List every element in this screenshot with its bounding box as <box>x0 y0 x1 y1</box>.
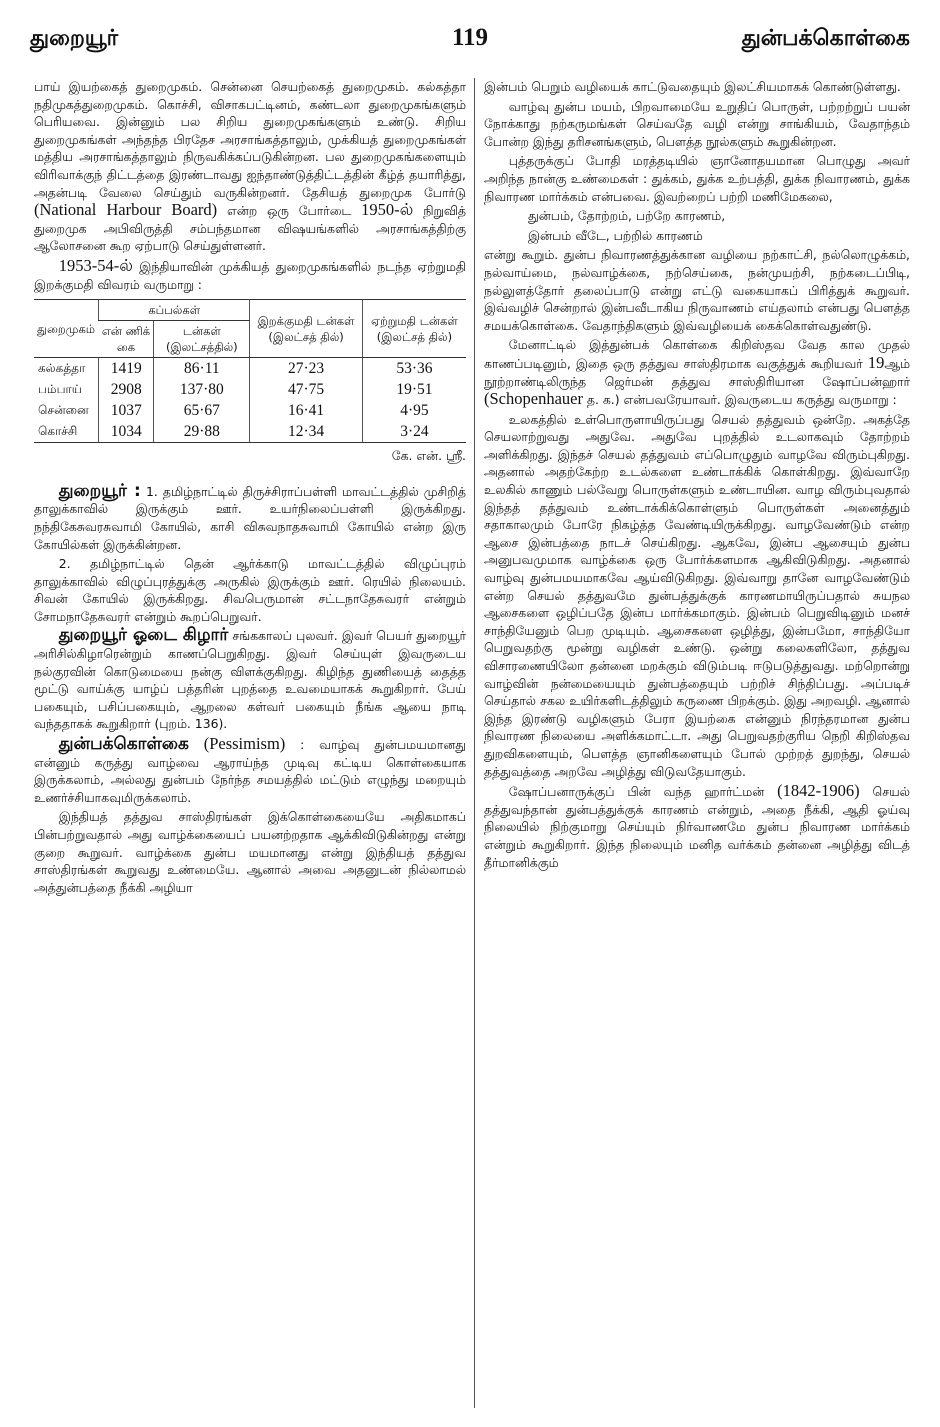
entry-heading: துறையூர் : <box>58 480 141 501</box>
table-row <box>34 379 466 400</box>
col-header-number: என் ணிக் கை <box>99 321 154 358</box>
table-row <box>34 421 466 443</box>
cell-tons: 86·11 <box>154 358 250 380</box>
cell-export: 53·36 <box>362 358 466 380</box>
right-column <box>484 78 910 873</box>
col-header-port: துறைமுகம் <box>34 300 99 358</box>
harbour-year: 1950-ல் <box>361 200 414 220</box>
r5-text-a: மேனாட்டில் இத்துன்பக் கொள்கை கிறிஸ்தவ வேத கால முதல் காணப்படினும், இதை ஒரு தத்துவ சாஸ்திரமாக வகுத்துக் கூறியவர் <box>484 337 910 371</box>
schopenhauer-english: (Schopenhauer <box>484 389 583 409</box>
left-column <box>34 78 466 898</box>
right-paragraph-3: புத்தருக்குப் போதி மரத்தடியில் ஞானோதயமான பொழுது அவர் அறிந்த நான்கு உண்மைகள் : துக்கம், துக்க உற்பத்தி, துக்க நிவாரணம், துக்க நிவாரண மார்க்கம் என்பவை. இவற்றைப் பற்றி மணிமேகலை, <box>484 153 910 204</box>
harbour-text-b: என்ற ஒரு போர்டை <box>227 203 352 219</box>
header-right-word: துன்பக்கொள்கை <box>741 26 910 51</box>
entry-text: : வாழ்வு துன்பமயமானது என்னும் கருத்து வாழ்வை ஆராய்ந்த முடிவு கட்டிய கொள்கையாக இருக்கலாம், அல்லது துன்பம் நேர்ந்த சமயத்தில் மட்டும் எழுந்து மறையும் உணர்ச்சியாகவுமிருக்கலாம். <box>34 737 466 805</box>
cell-port: பம்பாய் <box>38 382 83 397</box>
stats-intro-text: இந்தியாவின் முக்கியத் துறைமுகங்களில் நடந்த ஏற்றுமதி இறக்குமதி விவரம் வருமாறு : <box>34 258 466 292</box>
cell-port: சென்னை <box>38 403 89 418</box>
col-header-ships: கப்பல்கள் <box>99 300 250 321</box>
hartmann-years: (1842-1906) <box>777 781 860 801</box>
entry-pessimism <box>34 735 466 806</box>
cell-import: 12·34 <box>250 421 362 443</box>
harbour-text-a: பாய் இயற்கைத் துறைமுகம். சென்னை செயற்கைத் துறைமுகம். கல்கத்தா நதிமுகத்துறைமுகம். கொச்சி, விசாகபட்டினம், கண்டலா துறைமுகங்களும் பெரியவை. இன்னும் பல சிறிய துறைமுகங்களும் உண்டு. சிறிய துறைமுகங்கள் அந்தந்த பிரதேச அரசாங்கத்தாலும், முக்கியத் துறைமுகங்கள் மத்திய அரசாங்கத்தாலும் நிருவகிக்கப்படுகின்றன. பல துறைமுகங்களையும் விரிவாக்குந் திட்டத்தை இரண்டாவது ஐந்தாண்டுத்திட்டத்தின் கீழ்த் தயாரித்து, அதன்படி வேலை செய்தும் வருகின்றனர். தேசியத் துறைமுக போர்டு <box>34 79 466 200</box>
right-paragraph-6: உலகத்தில் உள்பொருளாயிருப்பது செயல் தத்துவம் ஒன்றே. அகத்தே செயலாற்றுவது அதுவே. அதுவே புறத்தில் உடலாகவும் தோற்றம் அளிக்கிறது. இந்தச் செயல் தத்துவம் எப்பொழுதும் வாழவே விரும்புகிறது. அதனால் அதற்கேற்ற உடல்களை உண்டாக்கிக் கொள்கிறது. இவ்வாறே உலகில் காணும் பல்வேறு பொருள்களும் உண்டாயின. வாழ விரும்புவதால் இந்தத் தத்துவம் உண்டாக்கிக்கொள்ளும் பொருள்கள் அனைத்தும் சதாகாலமும் போரே நிகழ்த்த வேண்டியிருக்கிறது. வாழவேண்டும் என்ற ஆசை இன்பத்தை நாடச் செய்கிறது. ஆகவே, இன்ப ஆசையும் துன்ப அனுபவமுமாக வாழ்க்கை ஒரு போர்க்களமாக ஆகிவிடுகிறது. அதனால் வாழ்வு துன்பமயமாகவே ஆய்விடுகிறது. இவ்வாறு தானே வாழவேண்டும் என்ற செயல் தத்துவமே துன்பத்துக்குக் காரணமாயிருப்பதால் சுயநல ஆசைகளை ஒழிப்பதே இன்ப மார்க்கமாகும். இன்பம் பெறுவிடினும் மனச் சாந்தியேனும் பெற முடியும். ஆசைகளை ஒழித்து, இன்பமோ, சாந்தியோ பெறுவதற்கு மூன்று வழிகள் உண்டு. ஒன்று கலைகளிலோ, தத்துவ விசாரணையிலோ தன்னை மறக்கும் விடும்படி ஈடுபடுத்துவது. மற்றொன்று வாழ்வின் நன்மையையும் துன்பத்தையும் பற்றிச் சிந்திப்பது. அப்படிச் செய்தால் சகல உயிர்களிடத்திலும் கருணை பிறக்கும். இது அறவழி. ஆனால் இந்த இரண்டு வழிகளும் பேரா இயற்கை என்னும் நிரந்தரமான துன்ப நிவாரண நிலையை அளிக்கமாட்டா. அது பெறுவதற்குரிய நெறி கிறிஸ்தவ துறவிகளையும், பௌத்த ஞானிகளையும் போல் முற்றத் துறந்து, செயல் தத்துவத்தை அறவே அழித்து விடுவதேயாகும். <box>484 411 910 779</box>
cell-import: 47·75 <box>250 379 362 400</box>
entry-thuraiyur <box>34 480 466 553</box>
pessimism-english: (Pessimism) <box>203 734 286 754</box>
harbour-paragraph <box>34 78 466 255</box>
r7-text-a: ஷோப்பனாருக்குப் பின் வந்த ஹார்ட்மன் <box>508 784 765 800</box>
page-header <box>30 26 910 62</box>
r7-text-b: செயல் தத்துவந்தான் துன்பத்துக்குக் காரணம் என்றும், அதை நீக்கி, ஆதி ஓய்வு நிலையில் நிற்குமாறு செய்யும் நிர்வாணமே துன்ப நிவாரண மார்க்கம் என்றும் கூறுகிறார். இந்த நிலையும் மனித வர்க்கம் தன்னை அழித்து விடத் தீர்மானிக்கும் <box>484 784 910 870</box>
harbour-text-c: நிறுவித் துறைமுக அபிவிருத்தி சம்பந்தமான விஷயங்களில் அரசாங்கத்திற்கு ஆலோசனை கூற ஏற்பாடு செய்துள்ளனர். <box>34 203 466 254</box>
century-number: 19 <box>867 352 885 372</box>
entry-heading: துறையூர் ஓடை கிழார் <box>58 625 229 646</box>
cell-import: 27·23 <box>250 358 362 380</box>
cell-number: 1037 <box>99 400 154 421</box>
cell-tons: 65·67 <box>154 400 250 421</box>
cell-export: 19·51 <box>362 379 466 400</box>
cell-import: 16·41 <box>250 400 362 421</box>
cell-tons: 137·80 <box>154 379 250 400</box>
col-header-export: ஏற்றுமதி டன்கள் (இலட்சத் தில்) <box>362 300 466 358</box>
right-paragraph-2: வாழ்வு துன்ப மயம், பிறவாமையே உறுதிப் பொருள், பற்றற்றுப் பயன் நோக்காது நற்கருமங்கள் செய்வதே வழி என்று சாங்கியம், வேதாந்தம் போன்ற இந்து தரிசனங்களும், பௌத்த நூல்களும் கூறுகின்றன. <box>484 98 910 149</box>
manimekalai-verse-line-1: துன்பம், தோற்றம், பற்றே காரணம், <box>528 208 726 224</box>
r5-text-c: த. க.) என்பவரேயாவர். இவருடைய கருத்து வருமாறு : <box>586 392 897 408</box>
author-initials: கே. என். ஸ்ரீ. <box>391 448 466 464</box>
stats-intro <box>34 257 466 293</box>
stats-year: 1953-54-ல் <box>58 255 133 275</box>
cell-tons: 29·88 <box>154 421 250 443</box>
table-row <box>34 358 466 380</box>
right-paragraph-4: என்று கூறும். துன்ப நிவாரணத்துக்கான வழியை நற்காட்சி, நல்லொழுக்கம், நல்வாய்மை, நல்வாழ்க்கை, நற்செய்கை, நன்முயற்சி, நற்கடைப்பிடி, நல்லுளத்தோர் தலைப்பாடு என்று எட்டு வகையாகப் பிரித்துக் கூறுவர். இவ்வழிச் சென்றால் இன்பவீடாகிய நிருவாணம் எய்தலாம் என்பது பௌத்த சமயக்கொள்கை. வேதாந்திகளும் இவ்வழியைக் கைக்கொள்வதுண்டு. <box>484 247 910 333</box>
page-number: 119 <box>451 24 489 51</box>
pessimism-paragraph-2: இந்தியத் தத்துவ சாஸ்திரங்கள் இக்கொள்கையையே அதிகமாகப் பின்பற்றுவதால் அது வாழ்க்கையைப் பயனற்றதாக ஆக்கிவிடுகின்றது என்று குறை கூறுவர். வாழ்க்கை துன்ப மயமானது என்று இந்தியத் தத்துவ சாஸ்திரங்கள் கூறுவது உண்மையே. ஆனால் அவை அதனுடன் நில்லாமல் அத்துன்பத்தை நீக்கி அழியா <box>34 809 466 895</box>
entry-odai-kizhar <box>34 627 466 733</box>
harbour-board-english: (National Harbour Board) <box>34 200 218 220</box>
cell-port: கொச்சி <box>34 421 99 443</box>
cell-number: 1419 <box>99 358 154 380</box>
cell-export: 3·24 <box>362 421 466 443</box>
table-row <box>34 400 466 421</box>
right-paragraph-5 <box>484 336 910 408</box>
entry-thuraiyur-2: 2. தமிழ்நாட்டில் தென் ஆர்க்காடு மாவட்டத்தில் விழுப்புரம் தாலுக்காவில் விழுப்புரத்துக்கு அருகில் இருக்கும் ஊர். ரெயில் நிலையம். சிவன் கோயில் இருக்கிறது. சிவபெருமான் சட்டநாதேசுவரர் என்றும் சோமநாதேசுவரர் என்றும் கூறப்பெறுவர். <box>34 556 466 624</box>
column-divider <box>474 78 475 1408</box>
cell-number: 1034 <box>99 421 154 443</box>
r5-text-b: ஆம் நூற்றாண்டிலிருந்த ஜெர்மன் தத்துவ சாஸ்திரியான ஷோப்பன்ஹார் <box>484 355 910 389</box>
right-paragraph-1: இன்பம் பெறும் வழியைக் காட்டுவதையும் இலட்சியமாகக் கொண்டுள்ளது. <box>484 79 901 94</box>
manimekalai-verse-line-2: இன்பம் வீடே, பற்றில் காரணம் <box>528 227 703 243</box>
cell-port: கல்கத்தா <box>38 361 86 376</box>
col-header-import: இறக்குமதி டன்கள் (இலட்சத் தில்) <box>250 300 362 358</box>
header-left-word: துறையூர் <box>30 26 119 51</box>
cell-export: 4·95 <box>362 400 466 421</box>
cell-number: 2908 <box>99 379 154 400</box>
port-stats-table <box>34 299 466 443</box>
entry-text: சங்ககாலப் புலவர். இவர் பெயர் துறையூர் அரிசில்கிழாரென்றும் காணப்பெறுகிறது. இவர் செய்யுள் இவருடைய நல்குரவின் கொடுமையை நன்கு விளக்குகிறது. கிழிந்த துணியைத் தைத்த மூட்டு வாய்க்கு யாழ்ப் பத்தரின் புறத்தை உவமையாகக் கூறுகிறார். பேய் பகையும், பசிப்பகையும், ஆறலை கள்வர் பகையும் நீங்க ஆயை நாடி வந்ததாகக் கூறுகிறார் (புறம். 136). <box>34 628 466 732</box>
entry-heading: துன்பக்கொள்கை <box>58 734 189 755</box>
right-paragraph-7 <box>484 782 910 871</box>
entry-text: 1. தமிழ்நாட்டில் திருச்சிராப்பள்ளி மாவட்டத்தில் முசிறித் தாலுக்காவில் இருக்கும் ஊர். உயர்நிலைப்பள்ளி இருக்கிறது. நந்திகேசுவரசுவாமி கோயில், காசி விசுவநாதசுவாமி கோயில் என்ற இரு கோயில்கள் இருக்கின்றன. <box>34 483 466 552</box>
col-header-tons: டன்கள் (இலட்சத்தில்) <box>154 321 250 358</box>
